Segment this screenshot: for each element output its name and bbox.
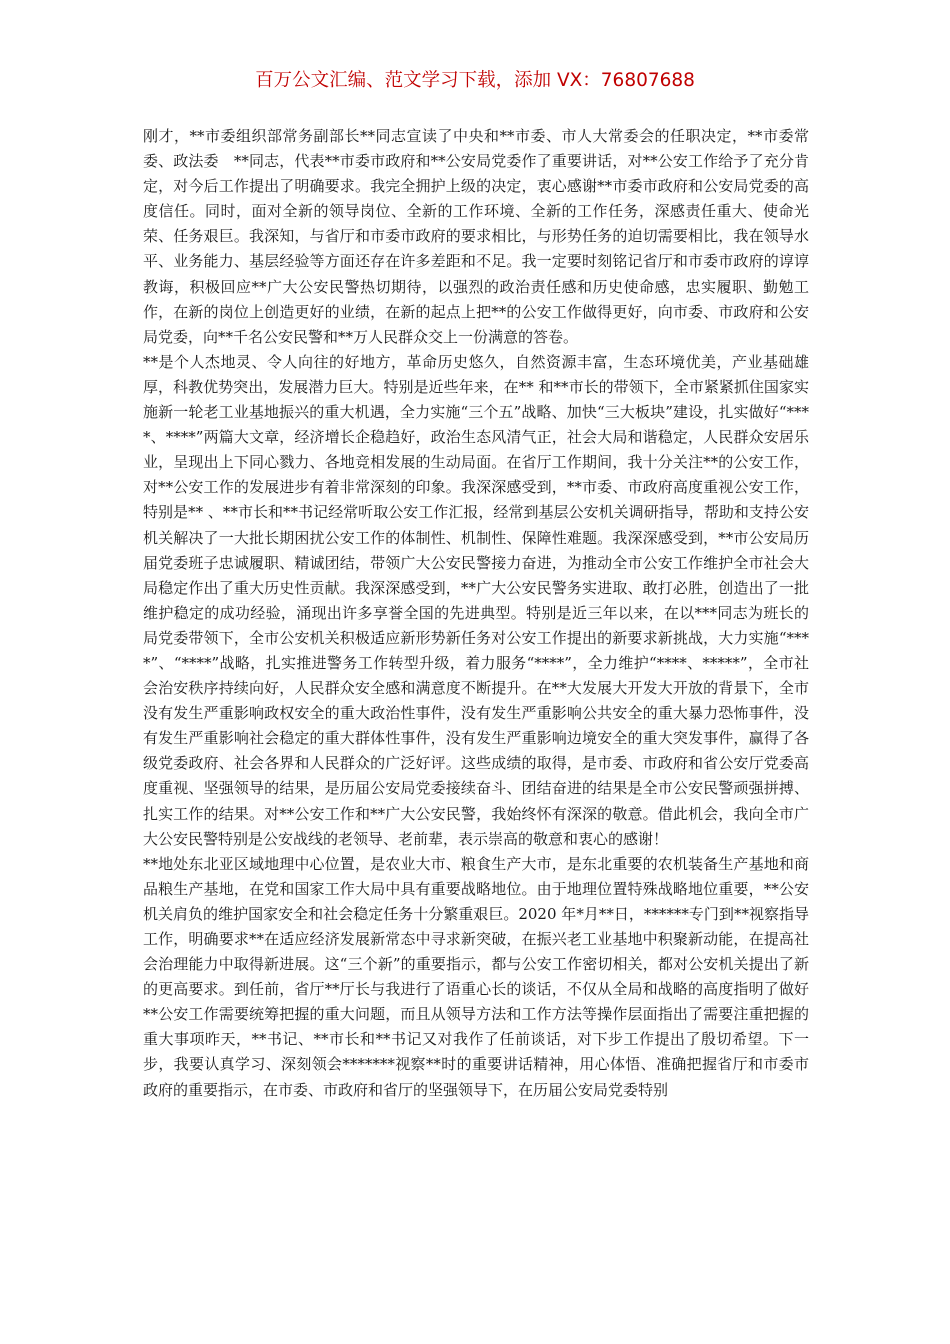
paragraph-2: **是个人杰地灵、令人向往的好地方，革命历史悠久，自然资源丰富，生态环境优美，产业基础雄厚，科教优势突出，发展潜力巨大。特别是近些年来，在** 和**市长的带领下，全市紧紧抓住国家实施新一轮老工业基地振兴的重大机遇，全力实施“三个五”战略、加快“三大板块”建设，扎实做好“****、****”两篇大文章，经济增长企稳趋好，政治生态风清气正，社会大局和谐稳定，人民群众安居乐业，呈现出上下同心戮力、各地竞相发展的生动局面。在省厅工作期间，我十分关注**的公安工作，对**公安工作的发展进步有着非常深刻的印象。我深深感受到，**市委、市政府高度重视公安工作，特别是** 、**市长和**书记经常听取公安工作汇报，经常到基层公安机关调研指导，帮助和支持公安机关解决了一大批长期困扰公安工作的体制性、机制性、保障性难题。我深深感受到，**市公安局历届党委班子忠诚履职、精诚团结，带领广大公安民警接力奋进，为推动全市公安工作维护全市社会大局稳定作出了重大历史性贡献。我深深感受到，**广大公安民警务实进取、敢打必胜，创造出了一批维护稳定的成功经验，涌现出许多享誉全国的先进典型。特别是近三年以来，在以***同志为班长的局党委带领下，全市公安机关积极适应新形势新任务对公安工作提出的新要求新挑战，大力实施“****”、“****”战略，扎实推进警务工作转型升级，着力服务“****”，全力维护“****、*****”，全市社会治安秩序持续向好，人民群众安全感和满意度不断提升。在**大发展大开发大开放的背景下，全市没有发生严重影响政权安全的重大政治性事件，没有发生严重影响公共安全的重大暴力恐怖事件，没有发生严重影响社会稳定的重大群体性事件，没有发生严重影响边境安全的重大突发事件，赢得了各级党委政府、社会各界和人民群众的广泛好评。这些成绩的取得，是市委、市政府和省公安厅党委高度重视、坚强领导的结果，是历届公安局党委接续奋斗、团结奋进的结果是全市公安民警顽强拼搏、扎实工作的结果。对**公安工作和**广大公安民警，我始终怀有深深的敬意。借此机会，我向全市广大公安民警特别是公安战线的老领导、老前辈，表示崇高的敬意和衷心的感谢！: [143, 352, 809, 848]
paragraph-3: **地处东北亚区域地理中心位置，是农业大市、粮食生产大市，是东北重要的农机装备生产基地和商品粮生产基地，在党和国家工作大局中具有重要战略地位。由于地理位置特殊战略地位重要，**公安机关肩负的维护国家安全和社会稳定任务十分繁重艰巨。2020 年*月**日，******专门到**视察指导工作，明确要求**在适应经济发展新常态中寻求新突破，在振兴老工业基地中积聚新动能，在提高社会治理能力中取得新进展。这“三个新”的重要指示，都与公安工作密切相关，都对公安机关提出了新的更高要求。到任前，省厅**厅长与我进行了语重心长的谈话，不仅从全局和战略的高度指明了做好**公安工作需要统筹把握的重大问题，而且从领导方法和工作方法等操作层面指出了需要注重把握的重大事项昨天，**书记、**市长和**书记又对我作了任前谈话，对下步工作提出了殷切希望。下一步，我要认真学习、深刻领会*******视察**时的重要讲话精神，用心体悟、准确把握省厅和市委市政府的重要指示，在市委、市政府和省厅的坚强领导下，在历届公安局党委特别: [143, 854, 809, 1099]
page-header-banner: 百万公文汇编、范文学习下载，添加 VX：76807688: [255, 70, 695, 91]
paragraph-1: 刚才，**市委组织部常务副部长**同志宣读了中央和**市委、市人大常委会的任职决定，**市委常委、政法委 **同志，代表**市委市政府和**公安局党委作了重要讲话，对**公安工作给予了充分肯定，对今后工作提出了明确要求。我完全拥护上级的决定，衷心感谢**市委市政府和公安局党委的高度信任。同时，面对全新的领导岗位、全新的工作环境、全新的工作任务，深感责任重大、使命光荣、任务艰巨。我深知，与省厅和市委市政府的要求相比，与形势任务的迫切需要相比，我在领导水平、业务能力、基层经验等方面还存在许多差距和不足。我一定要时刻铭记省厅和市委市政府的谆谆教诲，积极回应**广大公安民警热切期待，以强烈的政治责任感和历史使命感，忠实履职、勤勉工作，在新的岗位上创造更好的业绩，在新的起点上把**的公安工作做得更好，向市委、市政府和公安局党委，向**千名公安民警和**万人民群众交上一份满意的答卷。: [143, 127, 809, 346]
document-body: [143, 124, 809, 1103]
